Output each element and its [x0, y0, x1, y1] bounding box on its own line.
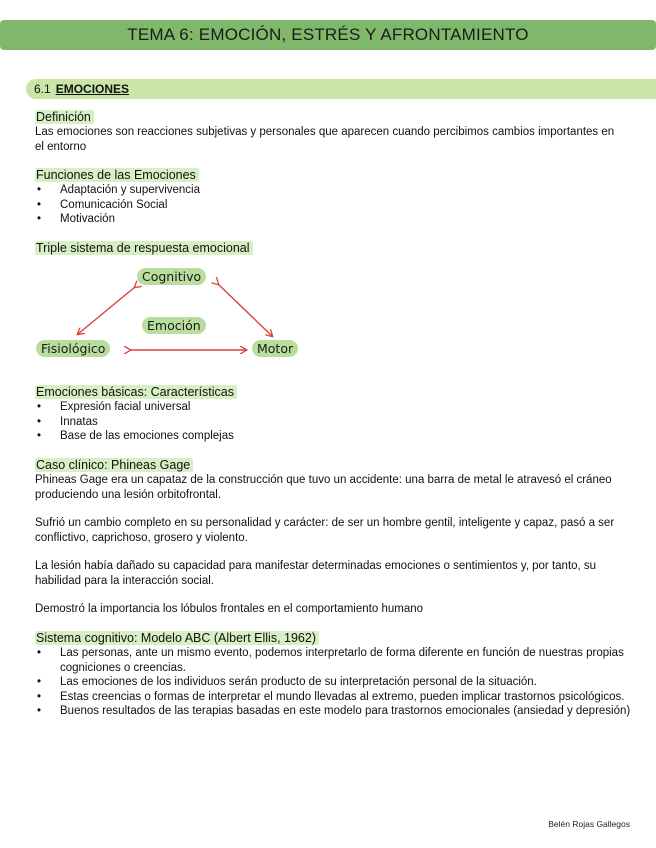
- section-number: 6.1: [34, 82, 51, 96]
- list-item: • Expresión facial universal: [35, 400, 635, 415]
- triple-diagram: [30, 262, 330, 372]
- section-name: EMOCIONES: [55, 82, 130, 96]
- node-cognitivo: Cognitivo: [137, 268, 206, 285]
- funciones-list: [35, 183, 635, 227]
- triple-heading: Triple sistema de respuesta emocional: [35, 241, 253, 255]
- sistema-list: [35, 646, 635, 719]
- caso-heading: Caso clínico: Phineas Gage: [35, 458, 193, 472]
- arrow-cognitivo-fisiologico: [78, 287, 135, 334]
- caso-paragraph: Phineas Gage era un capataz de la construcción que tuvo un accidente: una barra de metal le atravesó el cráneo produciendo una lesión orbitofrontal.: [35, 474, 612, 501]
- definicion-text: Las emociones son reacciones subjetivas y personales que aparecen cuando percibimos cambios importantes en el entorno: [35, 126, 615, 153]
- caso-paragraph: La lesión había dañado su capacidad para manifestar determinadas emociones o sentimientos y, por tanto, su habilidad para la interacción social.: [35, 560, 597, 587]
- page-title: TEMA 6: EMOCIÓN, ESTRÉS Y AFRONTAMIENTO: [127, 25, 529, 44]
- arrow-cognitivo-motor: [218, 284, 272, 336]
- list-item: • Las personas, ante un mismo evento, podemos interpretarlo de forma diferente en función de nuestras propias cogniciones o creencias.: [35, 646, 635, 675]
- section-header: [26, 79, 656, 99]
- definicion-heading: Definición: [35, 110, 94, 124]
- caso-paragraph: Sufrió un cambio completo en su personalidad y carácter: de ser un hombre gentil, inteligente y capaz, pasó a ser conflictivo, caprichoso, grosero y violento.: [35, 517, 615, 544]
- basicas-heading: Emociones básicas: Características: [35, 385, 237, 399]
- list-item: • Adaptación y supervivencia: [35, 183, 635, 198]
- basicas-list: [35, 400, 635, 444]
- node-emocion: Emoción: [142, 317, 206, 334]
- page-title-bar: [0, 20, 656, 50]
- funciones-heading: Funciones de las Emociones: [35, 168, 199, 182]
- list-item: • Base de las emociones complejas: [35, 429, 635, 444]
- list-item: • Las emociones de los individuos serán producto de su interpretación personal de la situación.: [35, 675, 635, 690]
- node-fisiologico: Fisiológico: [36, 340, 110, 357]
- signature: Belén Rojas Gallegos: [548, 819, 630, 829]
- list-item: • Buenos resultados de las terapias basadas en este modelo para trastornos emocionales (ansiedad y depresión): [35, 704, 635, 719]
- list-item: • Motivación: [35, 212, 635, 227]
- list-item: • Estas creencias o formas de interpretar el mundo llevadas al extremo, pueden implicar trastornos psicológicos.: [35, 690, 635, 705]
- list-item: • Innatas: [35, 415, 635, 430]
- caso-paragraph: Demostró la importancia los lóbulos frontales en el comportamiento humano: [35, 603, 424, 615]
- node-motor: Motor: [252, 340, 298, 357]
- sistema-heading: Sistema cognitivo: Modelo ABC (Albert Ellis, 1962): [35, 631, 319, 645]
- list-item: • Comunicación Social: [35, 198, 635, 213]
